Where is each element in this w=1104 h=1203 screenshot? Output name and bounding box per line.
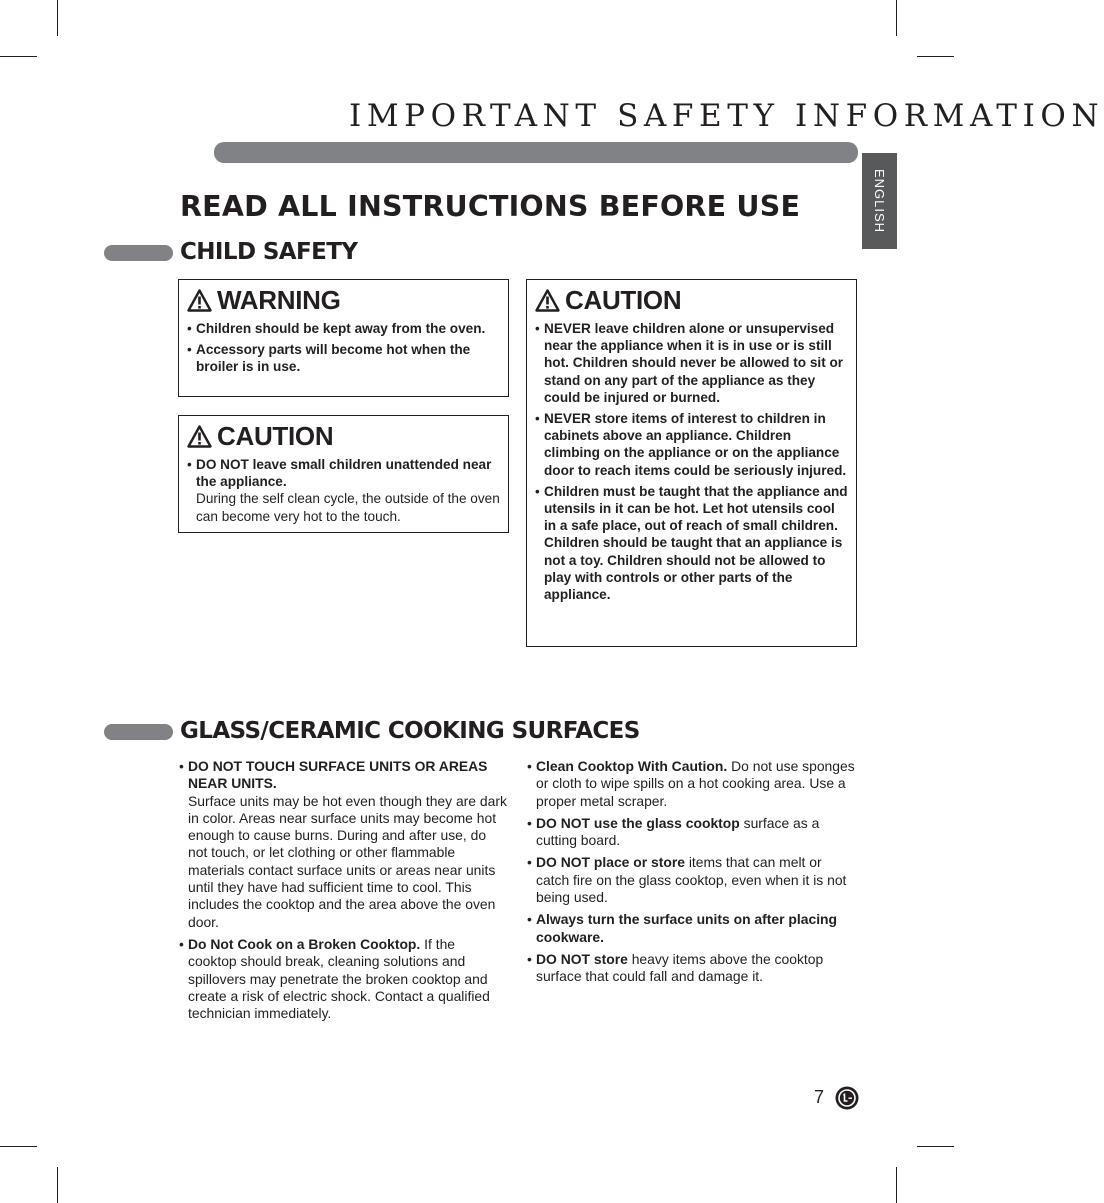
language-tab-label: ENGLISH xyxy=(872,168,887,234)
list-item: • Accessory parts will become hot when the broiler is in use. xyxy=(187,341,500,375)
list-item: • DO NOT place or store items that can melt or catch fire on the glass cooktop, even when it is not being used. xyxy=(527,854,855,906)
crop-mark xyxy=(917,1146,954,1147)
crop-mark xyxy=(0,1146,37,1147)
warning-triangle-icon xyxy=(535,289,560,312)
glass-ceramic-left-list xyxy=(179,758,507,1022)
warning-box-header xyxy=(187,285,500,315)
list-item: • DO NOT leave small children unattended near the appliance. During the self clean cycle, the outside of the oven can become very hot to the touch. xyxy=(187,456,500,525)
caution-list xyxy=(535,320,848,603)
glass-ceramic-heading: GLASS/CERAMIC COOKING SURFACES xyxy=(180,718,640,744)
crop-mark xyxy=(896,0,897,36)
section-pill xyxy=(104,245,173,261)
crop-mark xyxy=(57,1167,58,1203)
list-item: • Clean Cooktop With Caution. Do not use sponges or cloth to wipe spills on a hot cooking area. Use a proper metal scraper. xyxy=(527,758,855,810)
crop-mark xyxy=(896,1167,897,1203)
warning-list xyxy=(187,320,500,376)
list-item: • NEVER leave children alone or unsupervised near the appliance when it is in use or is still hot. Children should never be allowed to sit or stand on any part of the appliance as they could be injured or burned. xyxy=(535,320,848,406)
warning-triangle-icon xyxy=(187,289,212,312)
crop-mark xyxy=(0,56,37,57)
caution-box-right xyxy=(526,279,857,647)
list-item: • DO NOT TOUCH SURFACE UNITS OR AREAS NEAR UNITS. Surface units may be hot even though they are dark in color. Areas near surface units may become hot enough to cause burns. During and after use, do not touch, or let clothing or other flammable materials contact surface units or areas near units until they have had sufficient time to cool. This includes the cooktop and the area above the oven door. xyxy=(179,758,507,931)
crop-mark xyxy=(917,56,954,57)
glass-ceramic-right-list xyxy=(527,758,855,986)
caution-label: CAUTION xyxy=(217,421,334,451)
list-item: • Children must be taught that the appliance and utensils in it can be hot. Let hot utensils cool in a safe place, out of reach of small children. Children should be taught that an appliance is not a toy. Children should not be allowed to play with controls or other parts of the appliance. xyxy=(535,483,848,603)
caution-box-left xyxy=(178,415,509,533)
page-number: 7 xyxy=(814,1087,825,1107)
list-item: • Do Not Cook on a Broken Cooktop. If the cooktop should break, cleaning solutions and spillovers may penetrate the broken cooktop and create a risk of electric shock. Contact a qualified technician immediately. xyxy=(179,936,507,1022)
list-item: • DO NOT use the glass cooktop surface as a cutting board. xyxy=(527,815,855,850)
glass-ceramic-left-column xyxy=(179,753,507,1027)
child-safety-heading: CHILD SAFETY xyxy=(180,239,358,265)
caution-list xyxy=(187,456,500,525)
list-item: • DO NOT store heavy items above the cooktop surface that could fall and damage it. xyxy=(527,951,855,986)
main-heading: READ ALL INSTRUCTIONS BEFORE USE xyxy=(180,190,801,223)
section-pill xyxy=(104,724,173,740)
title-bar xyxy=(214,142,858,163)
list-item: • NEVER store items of interest to children in cabinets above an appliance. Children climbing on the appliance or on the appliance door to reach items could be seriously injured. xyxy=(535,410,848,479)
language-tab xyxy=(862,153,897,249)
caution-label: CAUTION xyxy=(565,285,682,315)
list-item: • Always turn the surface units on after placing cookware. xyxy=(527,911,855,946)
warning-label: WARNING xyxy=(217,285,341,315)
page-title: IMPORTANT SAFETY INFORMATION xyxy=(349,98,1104,134)
crop-mark xyxy=(57,0,58,36)
lg-logo-icon xyxy=(835,1086,859,1110)
warning-box xyxy=(178,279,509,397)
caution-box-header xyxy=(535,285,848,315)
caution-box-header xyxy=(187,421,500,451)
glass-ceramic-right-column xyxy=(527,753,855,991)
warning-triangle-icon xyxy=(187,425,212,448)
list-item: • Children should be kept away from the oven. xyxy=(187,320,500,337)
